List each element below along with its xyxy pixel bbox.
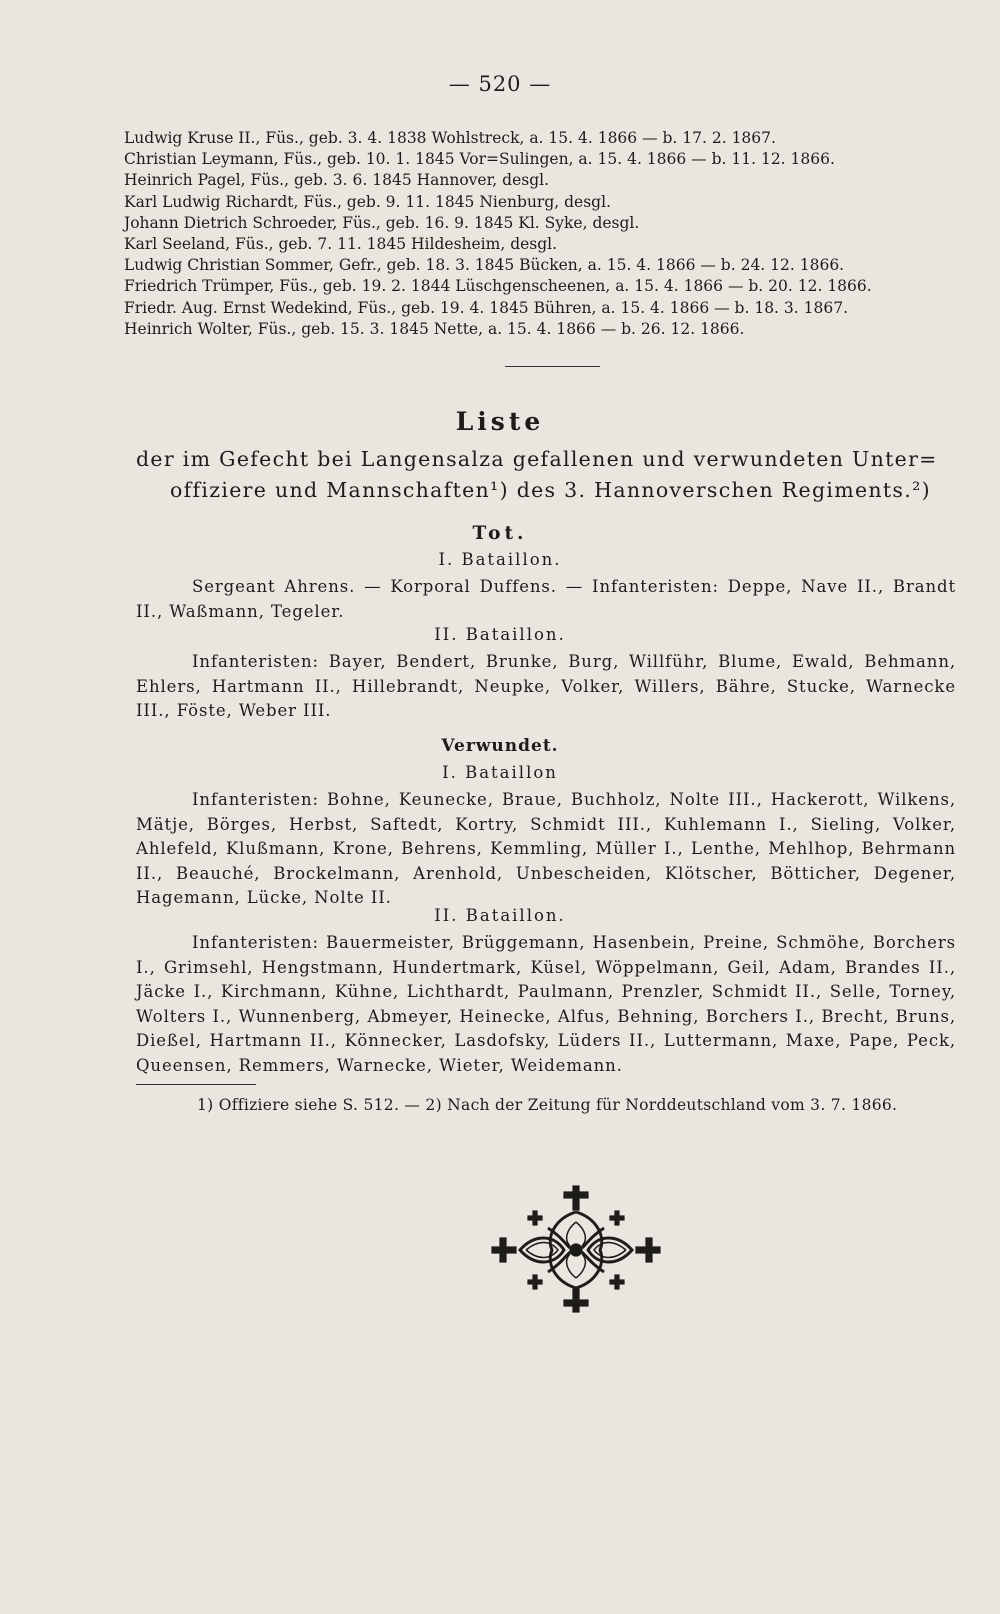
record-line: Johann Dietrich Schroeder, Füs., geb. 16. 9. 1845 Kl. Syke, desgl. (124, 213, 640, 232)
record-line: Heinrich Wolter, Füs., geb. 15. 3. 1845 Nette, a. 15. 4. 1866 — b. 26. 12. 1866. (124, 319, 745, 338)
dead-battalion-2-names (136, 650, 956, 724)
record-line: Ludwig Kruse II., Füs., geb. 3. 4. 1838 Wohlstreck, a. 15. 4. 1866 — b. 17. 2. 1867. (124, 129, 776, 147)
record-line: Friedr. Aug. Ernst Wedekind, Füs., geb. 19. 4. 1845 Bühren, a. 15. 4. 1866 — b. 18. 3. 1867. (124, 298, 849, 317)
wounded-battalion-2-names (136, 931, 956, 1078)
record-line: Karl Ludwig Richardt, Füs., geb. 9. 11. 1845 Nienburg, desgl. (124, 192, 611, 211)
page-number: — 520 — (448, 72, 552, 96)
dead-battalion-1-heading: I. Bataillon. (438, 550, 562, 569)
dead-battalion-1-names (136, 575, 956, 624)
footnote: 1) Offiziere siehe S. 512. — 2) Nach der Zeitung für Norddeutschland vom 3. 7. 1866. (197, 1096, 898, 1114)
subtitle-line-2: offiziere und Mannschaften¹) des 3. Hannoverschen Regiments.²) (170, 478, 931, 502)
record-line: Ludwig Christian Sommer, Gefr., geb. 18. 3. 1845 Bücken, a. 15. 4. 1866 — b. 24. 12. 1866. (124, 256, 845, 275)
dead-battalion-1-text: Sergeant Ahrens. — Korporal Duffens. — Infanteristen: Deppe, Nave II., Brandt II., Waßmann, Tegeler. (136, 577, 956, 621)
wounded-battalion-2-heading: II. Bataillon. (434, 906, 566, 925)
floral-cross-ornament-icon (486, 1178, 666, 1318)
dead-battalion-2-text: Infanteristen: Bayer, Bendert, Brunke, Burg, Willführ, Blume, Ewald, Behmann, Ehlers, Hartmann II., Hillebrandt, Neupke, Volker, Willers, Bähre, Stucke, Warnecke III., Föste, Weber III. (136, 652, 956, 720)
wounded-battalion-1-text: Infanteristen: Bohne, Keunecke, Braue, Buchholz, Nolte III., Hackerott, Wilkens, Mätje, Börges, Herbst, Saftedt, Kortry, Schmidt III., Kuhlemann I., Sieling, Volker, Ahlefeld, Klußmann, Krone, Behrens, Kemmling, Müller I., Lenthe, Mehlhop, Behrmann II., Beauché, Brockelmann, Arenhold, Unbescheiden, Klötscher, Bötticher, Degener, Hagemann, Lücke, Nolte II. (136, 790, 956, 907)
record-line: Friedrich Trümper, Füs., geb. 19. 2. 1844 Lüschgenscheenen, a. 15. 4. 1866 — b. 20. 12. 1866. (124, 277, 872, 296)
subtitle-line-1: der im Gefecht bei Langensalza gefallenen und verwundeten Unter= (136, 447, 938, 471)
footnote-divider (136, 1084, 256, 1085)
wounded-battalion-1-heading: I. Bataillon (442, 763, 558, 782)
casualty-records (124, 128, 954, 340)
dead-heading: Tot. (472, 523, 528, 544)
record-line: Heinrich Pagel, Füs., geb. 3. 6. 1845 Hannover, desgl. (124, 171, 550, 190)
record-line: Karl Seeland, Füs., geb. 7. 11. 1845 Hildesheim, desgl. (124, 235, 558, 254)
dead-battalion-2-heading: II. Bataillon. (434, 625, 566, 644)
list-subtitle (136, 444, 956, 506)
section-divider (505, 366, 600, 367)
list-title: Liste (455, 407, 545, 436)
wounded-battalion-2-text: Infanteristen: Bauermeister, Brüggemann, Hasenbein, Preine, Schmöhe, Borchers I., Grimsehl, Hengstmann, Hundertmark, Küsel, Wöppelmann, Geil, Adam, Brandes II., Jäcke I., Kirchmann, Kühne, Lichthardt, Paulmann, Prenzler, Schmidt II., Selle, Torney, Wolters I., Wunnenberg, Abmeyer, Heinecke, Alfus, Behning, Borchers I., Brecht, Bruns, Dießel, Hartmann II., Könnecker, Lasdofsky, Lüders II., Luttermann, Maxe, Pape, Peck, Queensen, Remmers, Warnecke, Wieter, Weidemann. (136, 933, 956, 1075)
wounded-heading: Verwundet. (441, 736, 559, 756)
record-line: Christian Leymann, Füs., geb. 10. 1. 1845 Vor=Sulingen, a. 15. 4. 1866 — b. 11. 12. 1866. (124, 150, 835, 169)
wounded-battalion-1-names (136, 788, 956, 911)
